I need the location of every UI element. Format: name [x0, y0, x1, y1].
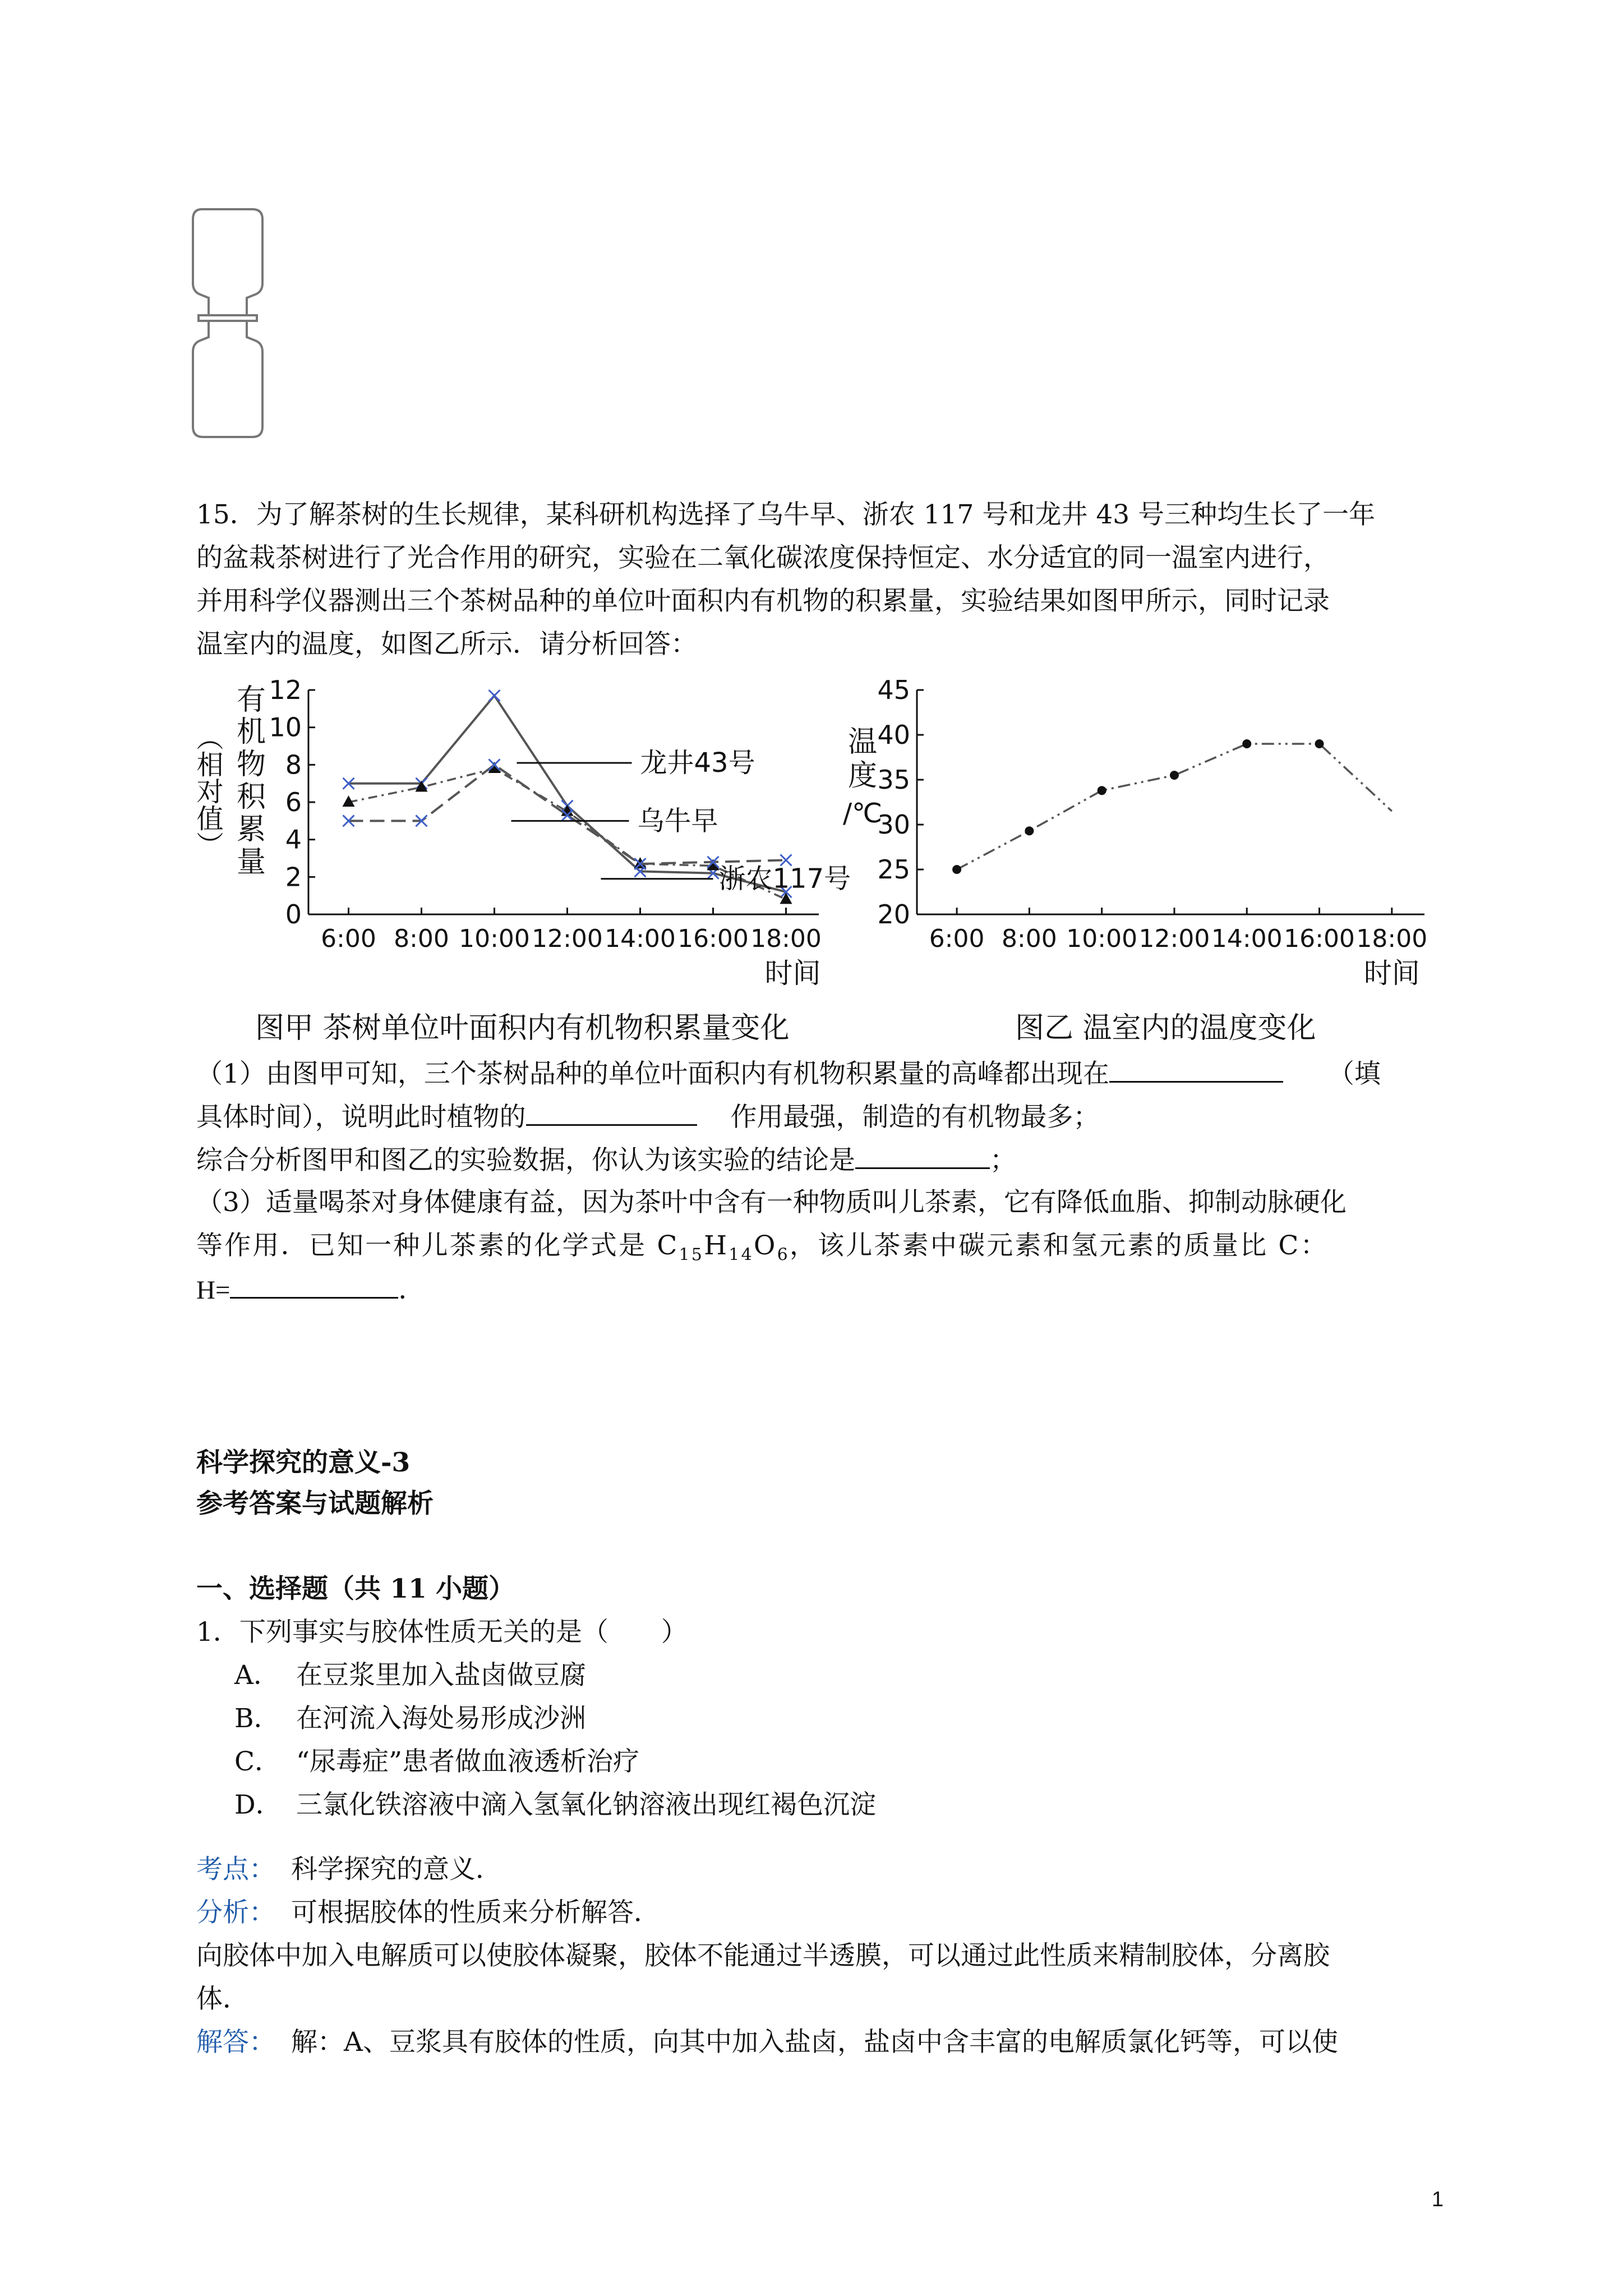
x-axis-label: 时间 — [1363, 957, 1420, 990]
answer-blank-mass-ratio[interactable] — [230, 1268, 398, 1299]
q15-line-1: 15．为了解茶树的生长规律，某科研机构选择了乌牛早、浙农 117 号和龙井 43 号三种均生长了一年 — [196, 499, 1376, 530]
x-tick-label: 8:00 — [394, 924, 449, 953]
data-point — [1098, 786, 1106, 795]
jieda-text: 解：A、豆浆具有胶体的性质，向其中加入盐卤，盐卤中含丰富的电解质氯化钙等，可以使 — [291, 2027, 1338, 2058]
question-1: 1．下列事实与胶体性质无关的是（ ） — [196, 1617, 688, 1648]
y-axis-label-sub: （相对值） — [192, 724, 223, 858]
x-tick-label: 10:00 — [459, 924, 530, 953]
data-point — [1315, 739, 1324, 748]
x-tick-label: 8:00 — [1001, 924, 1057, 953]
series-line — [349, 696, 786, 892]
sub3-text-h: H — [704, 1230, 729, 1261]
answer-title: 科学探究的意义-3 — [196, 1447, 411, 1478]
kaodian-label: 考点： — [196, 1854, 275, 1885]
option-text: 三氯化铁溶液中滴入氢氧化钠溶液出现红褐色沉淀 — [296, 1789, 876, 1820]
jieda-label: 解答： — [196, 2027, 275, 2058]
chart-b-caption: 图乙 温室内的温度变化 — [1015, 1011, 1316, 1045]
x-tick-label: 12:00 — [1138, 924, 1210, 953]
sub1-text-b: （填 — [1327, 1059, 1381, 1089]
y-axis-label-char: 累 — [236, 813, 266, 846]
x-tick-label: 6:00 — [929, 924, 985, 953]
fenxi-label: 分析： — [196, 1897, 275, 1928]
sub3-line-3 — [196, 1268, 425, 1312]
y-tick-label: 0 — [285, 899, 302, 930]
x-tick-label: 18:00 — [750, 924, 822, 953]
x-tick-label: 18:00 — [1356, 924, 1428, 953]
sub3-text-b7: ，该儿茶素中碳元素和氢元素的质量比 C： — [789, 1230, 1329, 1261]
sub2-end: ； — [990, 1145, 1016, 1176]
answer-blank-conclusion[interactable] — [855, 1138, 990, 1169]
sub3-text-b1: 等作用．已知一种儿茶素的化学式是 C — [196, 1230, 679, 1261]
q15-line-4: 温室内的温度，如图乙所示．请分析回答： — [196, 629, 697, 660]
y-axis-label-char: 有 — [236, 683, 266, 717]
series-line — [957, 744, 1392, 869]
y-tick-label: 25 — [877, 854, 910, 885]
y-axis-label-char: 量 — [236, 845, 266, 879]
sub3-text-h-eq: H= — [196, 1276, 230, 1305]
y-axis-label-char: 物 — [236, 748, 266, 781]
x-tick-label: 12:00 — [532, 924, 603, 953]
option-text: “尿毒症”患者做血液透析治疗 — [296, 1746, 640, 1777]
y-tick-label: 35 — [877, 765, 910, 795]
kaodian-row — [196, 1848, 502, 1891]
chart-temperature — [830, 675, 1447, 993]
fenxi-row — [196, 1892, 660, 1934]
series-label: 乌牛早 — [637, 805, 718, 837]
fenxi-line-2: 向胶体中加入电解质可以使胶体凝聚，胶体不能通过半透膜，可以通过此性质来精制胶体，分离胶 — [196, 1940, 1330, 1971]
x-axis-label: 时间 — [764, 957, 821, 990]
sub1-line-2 — [196, 1095, 1100, 1139]
page-number: 1 — [1431, 2188, 1444, 2211]
y-tick-label: 6 — [285, 787, 302, 817]
fenxi-text: 可根据胶体的性质来分析解答． — [291, 1897, 660, 1928]
option-c[interactable] — [234, 1741, 639, 1783]
q15-line-2: 的盆栽茶树进行了光合作用的研究，实验在二氧化碳浓度保持恒定、水分适宜的同一温室内进行， — [196, 542, 1330, 573]
option-key: C． — [234, 1746, 281, 1777]
y-axis-label-char: 机 — [236, 715, 266, 749]
section-heading: 一、选择题（共 11 小题） — [196, 1573, 515, 1604]
x-tick-label: 16:00 — [677, 924, 749, 953]
data-point — [1170, 771, 1179, 780]
sub2-text: 综合分析图甲和图乙的实验数据，你认为该实验的结论是 — [196, 1145, 855, 1176]
answer-blank-time[interactable] — [1109, 1052, 1283, 1083]
data-point — [1242, 739, 1251, 748]
y-tick-label: 2 — [285, 862, 302, 892]
fenxi-line-3: 体． — [196, 1984, 249, 2014]
data-point — [489, 690, 500, 701]
sub1-text-d: 作用最强，制造的有机物最多； — [730, 1102, 1100, 1133]
y-tick-label: 8 — [285, 749, 302, 780]
y-axis-label: /℃ — [842, 798, 883, 829]
kaodian-text: 科学探究的意义． — [291, 1854, 502, 1885]
x-tick-label: 16:00 — [1284, 924, 1355, 953]
x-tick-label: 14:00 — [605, 924, 676, 953]
sub3-text-end: ． — [398, 1274, 425, 1305]
option-a[interactable] — [234, 1654, 586, 1697]
y-tick-label: 30 — [877, 809, 910, 840]
series-label: 龙井43号 — [640, 747, 755, 779]
chart-organic-accumulation — [192, 675, 852, 993]
option-b[interactable] — [234, 1697, 586, 1740]
sub3-text-o: O — [753, 1230, 777, 1261]
chart-a-caption: 图甲 茶树单位叶面积内有机物积累量变化 — [255, 1011, 790, 1045]
data-point — [707, 859, 720, 870]
y-tick-label: 10 — [269, 712, 302, 743]
y-tick-label: 20 — [877, 899, 910, 930]
answer-blank-process[interactable] — [526, 1095, 697, 1126]
option-key: A． — [234, 1660, 280, 1691]
x-tick-label: 14:00 — [1211, 924, 1283, 953]
y-axis-label-char: 积 — [236, 780, 266, 814]
option-text: 在豆浆里加入盐卤做豆腐 — [296, 1660, 586, 1691]
y-tick-label: 45 — [877, 675, 910, 705]
y-tick-label: 12 — [269, 675, 302, 705]
y-tick-label: 40 — [877, 720, 910, 750]
tube-diagram — [191, 205, 275, 443]
series-label: 浙农117号 — [718, 863, 851, 895]
x-tick-label: 10:00 — [1066, 924, 1138, 953]
y-axis-label: 温 — [847, 725, 878, 759]
data-point — [1025, 826, 1034, 835]
option-key: D． — [234, 1789, 282, 1820]
jieda-row — [196, 2021, 1338, 2064]
sub3-sub-14: 14 — [728, 1245, 754, 1265]
sub3-sub-6: 6 — [777, 1245, 790, 1265]
option-d[interactable] — [234, 1784, 876, 1826]
y-axis-label: 度 — [847, 759, 878, 793]
q15-line-3: 并用科学仪器测出三个茶树品种的单位叶面积内有机物的积累量，实验结果如图甲所示，同时记录 — [196, 586, 1330, 616]
y-tick-label: 4 — [285, 824, 302, 855]
sub1-text-c: 具体时间），说明此时植物的 — [196, 1102, 526, 1133]
x-tick-label: 6:00 — [321, 924, 376, 953]
sub1-line-1 — [196, 1052, 1381, 1096]
sub3-sub-15: 15 — [679, 1245, 704, 1265]
data-point — [952, 865, 961, 874]
sub3-line-1: （3）适量喝茶对身体健康有益，因为茶叶中含有一种物质叫儿茶素，它有降低血脂、抑制动脉硬化 — [196, 1187, 1347, 1218]
sub1-text-a: （1）由图甲可知，三个茶树品种的单位叶面积内有机物积累量的高峰都出现在 — [196, 1059, 1109, 1089]
data-point — [416, 780, 428, 792]
option-key: B． — [234, 1703, 280, 1734]
answer-subtitle: 参考答案与试题解析 — [196, 1488, 434, 1519]
option-text: 在河流入海处易形成沙洲 — [296, 1703, 586, 1734]
sub2-line — [196, 1138, 1016, 1182]
